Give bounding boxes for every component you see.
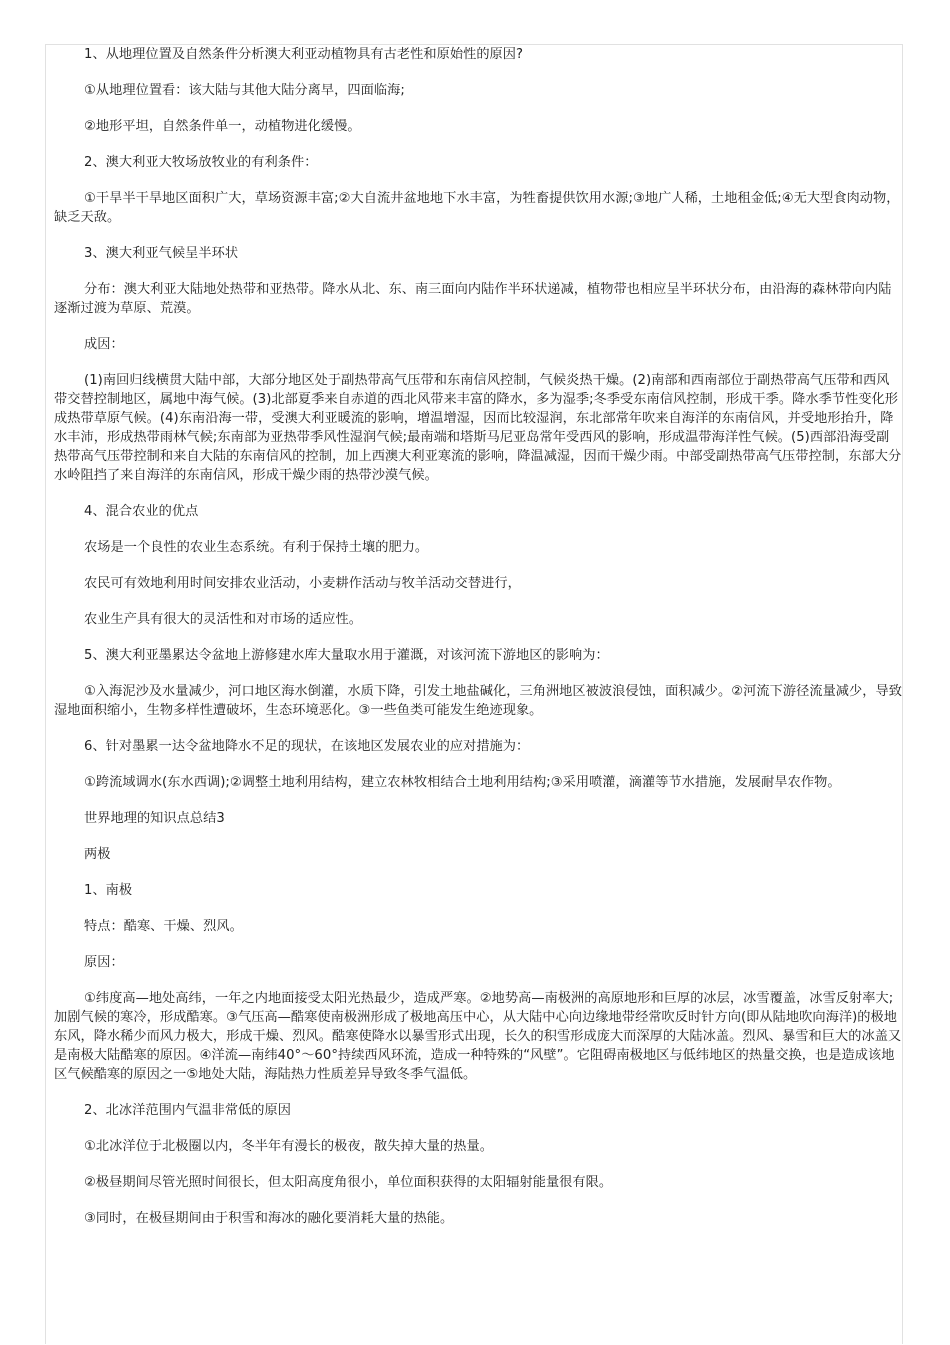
answer-paragraph: 分布：澳大利亚大陆地处热带和亚热带。降水从北、东、南三面向内陆作半环状递减，植物带也相应呈半环状分布，由沿海的森林带向内陆逐渐过渡为草原、荒漠。	[54, 282, 892, 316]
answer-paragraph: ①入海泥沙及水量减少，河口地区海水倒灌，水质下降，引发土地盐碱化，三角洲地区被波浪侵蚀，面积减少。②河流下游径流量减少，导致湿地面积缩小，生物多样性遭破坏，生态环境恶化。③一些鱼类可能发生绝迹现象。	[54, 684, 902, 718]
question-3-heading: 3、澳大利亚气候呈半环状	[84, 246, 239, 261]
answer-paragraph: 农场是一个良性的农业生态系统。有利于保持土壤的肥力。	[84, 540, 429, 555]
answer-paragraph: 农民可有效地利用时间安排农业活动，小麦耕作活动与牧羊活动交替进行，	[84, 576, 521, 591]
question-6-heading: 6、针对墨累一达令盆地降水不足的现状，在该地区发展农业的应对措施为：	[84, 739, 530, 754]
answer-paragraph: ③同时，在极昼期间由于积雪和海冰的融化要消耗大量的热能。	[84, 1211, 454, 1226]
answer-paragraph: ②地形平坦，自然条件单一，动植物进化缓慢。	[84, 119, 361, 134]
topic-heading: 2、北冰洋范围内气温非常低的原因	[84, 1103, 292, 1118]
answer-paragraph: ①干旱半干旱地区面积广大，草场资源丰富;②大自流井盆地地下水丰富，为牲畜提供饮用水源;③地广人稀，土地租金低;④无大型食肉动物，缺乏天敌。	[54, 191, 900, 225]
answer-paragraph: ②极昼期间尽管光照时间很长，但太阳高度角很小，单位面积获得的太阳辐射能量很有限。	[84, 1175, 613, 1190]
answer-paragraph: ①纬度高—地处高纬，一年之内地面接受太阳光热最少，造成严寒。②地势高—南极洲的高原地形和巨厚的冰层，冰雪覆盖，冰雪反射率大;加剧气候的寒冷，形成酷寒。③气压高—酷寒使南极洲形成了极地高压中心，从大陆中心向边缘地带经常吹反时针方向(即从陆地吹向海洋)的极地东风，降水稀少而风力极大，形成干燥、烈风。酷寒使降水以暴雪形式出现，长久的积雪形成庞大而深厚的大陆冰盖。烈风、暴雪和巨大的冰盖又是南极大陆酷寒的原因。④洋流—南纬40°～60°持续西风环流，造成一种特殊的“风壁”。它阻碍南极地区与低纬地区的热量交换，也是造成该地区气候酷寒的原因之一⑤地处大陆，海陆热力性质差异导致冬季气温低。	[54, 991, 902, 1082]
document-body	[54, 45, 902, 1228]
question-1-heading: 1、从地理位置及自然条件分析澳大利亚动植物具有古老性和原始性的原因?	[84, 47, 524, 62]
question-5-heading: 5、澳大利亚墨累达令盆地上游修建水库大量取水用于灌溉，对该河流下游地区的影响为：	[84, 648, 609, 663]
section-subtitle: 两极	[84, 847, 111, 862]
answer-paragraph: ①跨流域调水(东水西调);②调整土地利用结构，建立农林牧相结合土地利用结构;③采用喷灌，滴灌等节水措施，发展耐旱农作物。	[84, 775, 841, 790]
answer-paragraph: 特点：酷寒、干燥、烈风。	[84, 919, 243, 934]
question-2-heading: 2、澳大利亚大牧场放牧业的有利条件：	[84, 155, 318, 170]
answer-paragraph: ①从地理位置看：该大陆与其他大陆分离早，四面临海;	[84, 83, 405, 98]
topic-heading: 1、南极	[84, 883, 133, 898]
question-4-heading: 4、混合农业的优点	[84, 504, 199, 519]
answer-paragraph: ①北冰洋位于北极圈以内，冬半年有漫长的极夜，散失掉大量的热量。	[84, 1139, 493, 1154]
answer-paragraph: (1)南回归线横贯大陆中部，大部分地区处于副热带高气压带和东南信风控制，气候炎热干燥。(2)南部和西南部位于副热带高气压带和西风带交替控制地区，属地中海气候。(3)北部夏季来自赤道的西北风带来丰富的降水，多为湿季;冬季受东南信风控制，形成干季。降水季节性变化形成热带草原气候。(4)东南沿海一带，受澳大利亚暖流的影响，增温增湿，因而比较湿润，东北部常年吹来自海洋的东南信风，并受地形抬升，降水丰沛，形成热带雨林气候;东南部为亚热带季风性湿润气候;最南端和塔斯马尼亚岛常年受西风的影响，形成温带海洋性气候。(5)西部沿海受副热带高气压带控制和来自大陆的东南信风的控制，加上西澳大利亚寒流的影响，降温减湿，因而干燥少雨。中部受副热带高气压带控制，东部大分水岭阻挡了来自海洋的东南信风，形成干燥少雨的热带沙漠气候。	[54, 373, 902, 483]
answer-label: 成因：	[84, 337, 124, 352]
section-title: 世界地理的知识点总结3	[84, 811, 225, 826]
answer-label: 原因：	[84, 955, 124, 970]
answer-paragraph: 农业生产具有很大的灵活性和对市场的适应性。	[84, 612, 362, 627]
